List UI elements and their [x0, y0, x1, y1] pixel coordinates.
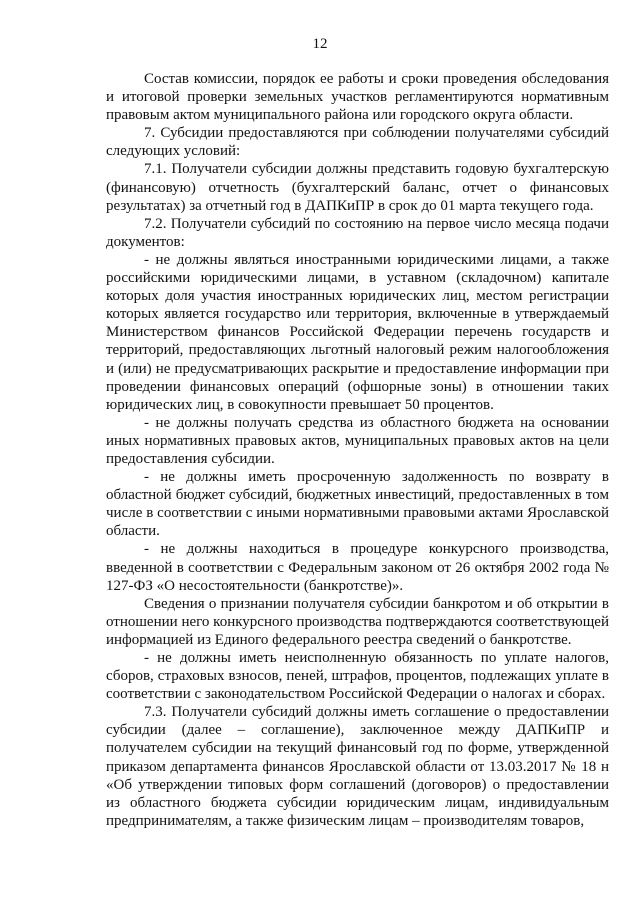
paragraph-bankruptcy-info: Сведения о признании получателя субсидии банкротом и об открытии в отношении него конкурсного производства подтверждаются соответствующей информацией из Единого федерального реестра сведений о банкротстве. — [106, 595, 609, 648]
paragraph-item-7-1: 7.1. Получатели субсидии должны представить годовую бухгалтерскую (финансовую) отчетность (бухгалтерский баланс, отчет о финансовых результатах) за отчетный год в ДАПКиПР в срок до 01 марта текущего года. — [106, 161, 609, 214]
document-body — [106, 70, 609, 830]
paragraph-item-7-2: 7.2. Получатели субсидий по состоянию на первое число месяца подачи документов: — [106, 215, 609, 250]
paragraph-item-7-3: 7.3. Получатели субсидий должны иметь соглашение о предоставлении субсидии (далее – соглашение), заключенное между ДАПКиПР и получателем субсидии на текущий финансовый год по форме, утвержденной приказом департамента финансов Ярославской области от 13.03.2017 № 18 н «Об утверждении типовых форм соглашений (договоров) о предоставлении из областного бюджета субсидии юридическим лицам, индивидуальным предпринимателям, а также физическим лицам – производителям товаров, — [106, 704, 609, 829]
paragraph-item-7: 7. Субсидии предоставляются при соблюдении получателями субсидий следующих условий: — [106, 125, 609, 160]
paragraph-no-overdue-debt: - не должны иметь просроченную задолженность по возврату в областной бюджет субсидий, бюджетных инвестиций, предоставленных в том числе в соответствии с иными нормативными правовыми актами Ярославской области. — [106, 469, 609, 540]
paragraph-commission: Состав комиссии, порядок ее работы и сроки проведения обследования и итоговой проверки земельных участков регламентируются нормативным правовым актом муниципального района или городского округа области. — [106, 71, 609, 124]
paragraph-no-bankruptcy: - не должны находиться в процедуре конкурсного производства, введенной в соответствии с Федеральным законом от 26 октября 2002 года № 127-ФЗ «О несостоятельности (банкротстве)». — [106, 541, 609, 594]
paragraph-no-tax-debt: - не должны иметь неисполненную обязанность по уплате налогов, сборов, страховых взносов, пеней, штрафов, процентов, подлежащих уплате в соответствии с законодательством Российской Федерации о налогах и сборах. — [106, 650, 609, 703]
paragraph-foreign-entities: - не должны являться иностранными юридическими лицами, а также российскими юридическими лицами, в уставном (складочном) капитале которых доля участия иностранных юридических лиц, местом регистрации которых является государство или территория, включенные в утверждаемый Министерством финансов Российской Федерации перечень государств и территорий, предоставляющих льготный налоговый режим налогообложения и (или) не предусматривающих раскрытие и предоставление информации при проведении финансовых операций (офшорные зоны) в отношении таких юридических лиц, в совокупности превышает 50 процентов. — [106, 251, 609, 413]
page-number: 12 — [312, 36, 328, 52]
paragraph-no-other-funds: - не должны получать средства из областного бюджета на основании иных нормативных правовых актов, муниципальных правовых актов на цели предоставления субсидии. — [106, 414, 609, 467]
